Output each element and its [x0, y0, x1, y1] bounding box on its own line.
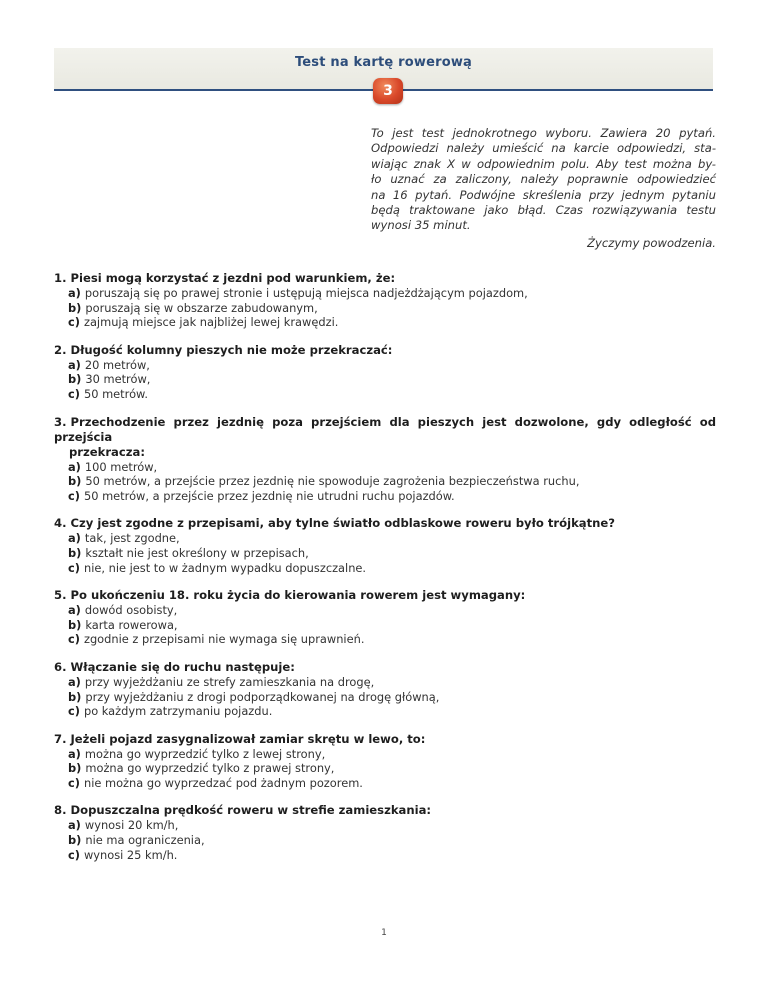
answer-letter: c) [68, 847, 80, 862]
question-first-line [54, 732, 425, 746]
good-luck-note: Życzymy powodzenia. [587, 235, 716, 250]
answer-list [54, 675, 716, 719]
question-first-line [54, 660, 295, 674]
question-first-line [54, 271, 395, 285]
question-item [54, 732, 716, 791]
instructions-line: wiając znak X w odpowiednim polu. Aby test można by- [371, 156, 716, 171]
question-heading [54, 415, 716, 460]
answer-letter: c) [68, 704, 80, 719]
question-number: 4. [54, 516, 67, 531]
question-text: Długość kolumny pieszych nie może przekraczać: [70, 342, 393, 357]
answer-text: 50 metrów. [83, 386, 148, 401]
question-text: Dopuszczalna prędkość roweru w strefie zamieszkania: [70, 803, 432, 818]
question-first-line [54, 415, 716, 445]
answer-text: wynosi 20 km/h, [84, 818, 179, 833]
instructions-line: ło uznać za zaliczony, należy poprawnie odpowiedzieć [371, 172, 716, 187]
answer-option [68, 603, 716, 618]
question-text: Piesi mogą korzystać z jezdni pod warunkiem, że: [70, 271, 396, 285]
answer-letter: b) [68, 833, 82, 848]
answer-option [68, 747, 716, 762]
answer-text: karta rowerowa, [85, 617, 178, 632]
answer-option [68, 761, 716, 776]
answer-option [68, 286, 716, 301]
question-text: Po ukończeniu 18. roku życia do kierowania rowerem jest wymagany: [70, 588, 526, 603]
answer-letter: c) [68, 315, 80, 330]
question-heading [54, 271, 716, 286]
question-number: 3. [54, 414, 67, 429]
question-item [54, 271, 716, 330]
answer-text: 20 metrów, [84, 357, 150, 372]
question-item [54, 343, 716, 402]
instructions-line: Odpowiedzi należy umieścić na karcie odpowiedzi, sta- [371, 141, 716, 156]
answer-text: dowód osobisty, [84, 603, 178, 618]
question-number: 1. [54, 271, 67, 285]
question-list [54, 271, 716, 875]
answer-letter: b) [68, 689, 82, 704]
answer-letter: b) [68, 300, 82, 315]
answer-option [68, 848, 716, 863]
answer-option [68, 546, 716, 561]
question-heading [54, 803, 716, 818]
answer-text: 30 metrów, [85, 372, 151, 387]
answer-letter: b) [68, 474, 82, 489]
answer-list [54, 460, 716, 504]
question-heading [54, 343, 716, 358]
answer-text: nie ma ograniczenia, [85, 833, 205, 848]
answer-letter: c) [68, 560, 80, 575]
answer-option [68, 372, 716, 387]
answer-text: tak, jest zgodne, [84, 531, 180, 546]
answer-option [68, 358, 716, 373]
answer-text: można go wyprzedzić tylko z prawej strony, [85, 761, 335, 776]
question-item [54, 415, 716, 504]
answer-text: 50 metrów, a przejście przez jezdnię nie spowoduje zagrożenia bezpieczeństwa ruchu, [85, 474, 580, 489]
question-text: Włączanie się do ruchu następuje: [70, 659, 295, 674]
instructions-line: na 16 pytań. Podwójne skreślenia przy jednym pytaniu [371, 187, 716, 202]
answer-text: poruszają się w obszarze zabudowanym, [85, 300, 318, 315]
test-number-badge: 3 [373, 78, 403, 104]
answer-list [54, 603, 716, 647]
question-text-continuation: przekracza: [69, 444, 145, 459]
question-text: Czy jest zgodne z przepisami, aby tylne światło odblaskowe roweru było trójkątne? [70, 516, 615, 531]
answer-letter: c) [68, 386, 80, 401]
question-number: 5. [54, 588, 67, 603]
answer-letter: a) [68, 603, 81, 618]
answer-text: zgodnie z przepisami nie wymaga się uprawnień. [83, 632, 365, 647]
question-first-line [54, 516, 615, 530]
answer-option [68, 531, 716, 546]
answer-text: przy wyjeżdżaniu ze strefy zamieszkania na drogę, [84, 674, 375, 689]
answer-option [68, 818, 716, 833]
answer-list [54, 531, 716, 575]
answer-option [68, 776, 716, 791]
answer-letter: b) [68, 761, 82, 776]
answer-letter: a) [68, 746, 81, 761]
answer-text: nie, nie jest to w żadnym wypadku dopuszczalne. [83, 560, 367, 575]
answer-letter: c) [68, 775, 80, 790]
answer-text: nie można go wyprzedzać pod żadnym pozorem. [83, 775, 363, 790]
answer-letter: b) [68, 545, 82, 560]
answer-text: po każdym zatrzymaniu pojazdu. [83, 704, 273, 719]
question-heading [54, 516, 716, 531]
instructions-block [371, 126, 716, 251]
page-title: Test na kartę rowerową [294, 55, 473, 70]
question-item [54, 803, 716, 862]
answer-text: można go wyprzedzić tylko z lewej strony, [84, 746, 326, 761]
answer-option [68, 675, 716, 690]
question-heading [54, 660, 716, 675]
answer-text: wynosi 25 km/h. [83, 847, 178, 862]
question-first-line [54, 343, 392, 357]
answer-letter: c) [68, 488, 80, 503]
answer-letter: a) [68, 531, 81, 546]
instructions-line: będą traktowane jako błąd. Czas rozwiązywania testu [371, 203, 716, 218]
answer-option [68, 561, 716, 576]
question-text: Jeżeli pojazd zasygnalizował zamiar skrętu w lewo, to: [70, 731, 426, 746]
answer-text: poruszają się po prawej stronie i ustępują miejsca nadjeżdżającym pojazdom, [84, 286, 528, 300]
answer-letter: a) [68, 357, 81, 372]
answer-letter: b) [68, 617, 82, 632]
answer-option [68, 704, 716, 719]
question-item [54, 588, 716, 647]
question-first-line [54, 803, 431, 817]
answer-text: kształt nie jest określony w przepisach, [85, 545, 309, 560]
answer-text: 100 metrów, [84, 459, 158, 474]
answer-list [54, 286, 716, 330]
answer-text: 50 metrów, a przejście przez jezdnię nie utrudni ruchu pojazdów. [83, 488, 455, 503]
answer-list [54, 358, 716, 402]
question-number: 7. [54, 731, 67, 746]
question-item [54, 660, 716, 719]
question-first-line [54, 588, 525, 602]
question-number: 2. [54, 342, 67, 357]
answer-text: przy wyjeżdżaniu z drogi podporządkowanej na drogę główną, [85, 689, 440, 704]
answer-option [68, 833, 716, 848]
page-number: 1 [381, 928, 387, 938]
answer-list [54, 747, 716, 791]
answer-text: zajmują miejsce jak najbliżej lewej krawędzi. [83, 315, 339, 330]
answer-letter: a) [68, 459, 81, 474]
answer-letter: a) [68, 674, 81, 689]
answer-option [68, 489, 716, 504]
answer-letter: c) [68, 632, 80, 647]
answer-option [68, 690, 716, 705]
instructions-line: wynosi 35 minut. [371, 218, 471, 233]
answer-option [68, 301, 716, 316]
answer-option [68, 315, 716, 330]
answer-letter: b) [68, 372, 82, 387]
question-number: 8. [54, 803, 67, 818]
answer-option [68, 387, 716, 402]
question-item [54, 516, 716, 575]
question-text: Przechodzenie przez jezdnię poza przejściem dla pieszych jest dozwolone, gdy odległość od przejścia [54, 414, 716, 444]
answer-option [68, 632, 716, 647]
answer-option [68, 460, 716, 475]
instructions-line: To jest test jednokrotnego wyboru. Zawiera 20 pytań. [371, 126, 716, 140]
answer-list [54, 818, 716, 862]
answer-letter: a) [68, 286, 81, 300]
question-heading [54, 588, 716, 603]
answer-option [68, 618, 716, 633]
answer-option [68, 474, 716, 489]
question-number: 6. [54, 659, 67, 674]
answer-letter: a) [68, 818, 81, 833]
question-heading [54, 732, 716, 747]
